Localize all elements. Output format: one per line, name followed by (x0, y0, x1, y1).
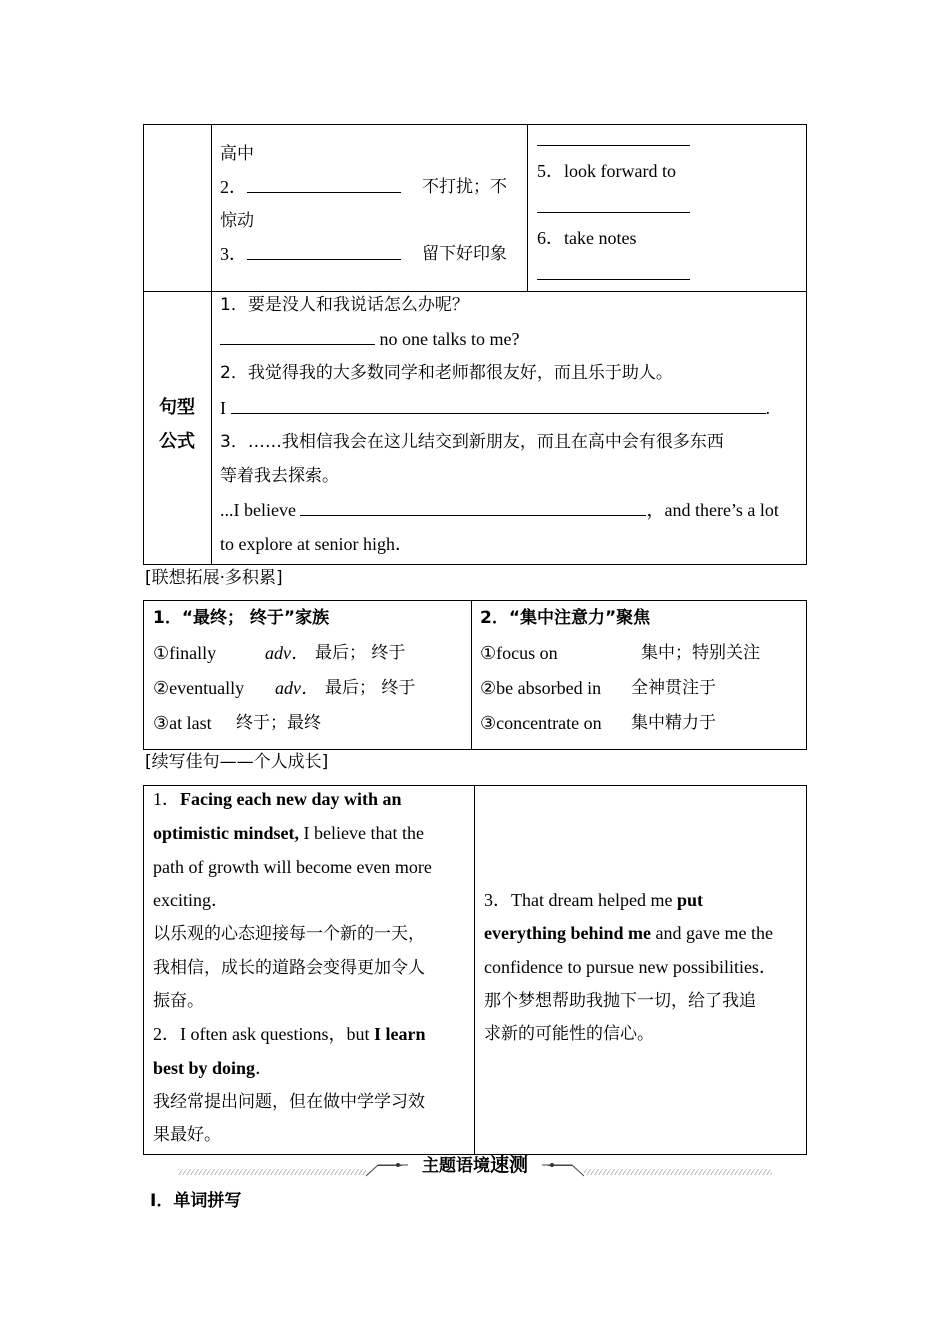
banner-title-bold: 速测 (489, 1154, 528, 1176)
association-right-title: 2．“集中注意力”聚焦 (480, 608, 651, 628)
sentence-1-en-text: no one talks to me? (379, 329, 520, 349)
continuation-item-2-line1: 2．I often ask questions，but I learn (153, 1024, 426, 1044)
sentence-2-en (220, 391, 770, 425)
association-left-r3-cn: 终于；最终 (236, 713, 321, 733)
sentence-1-blank (220, 343, 375, 345)
continuation-item-1-line2: optimistic mindset, I believe that the (153, 823, 424, 843)
vocab-item-3-meaning: 留下好印象 (422, 244, 507, 264)
continuation-item-1-cn-3: 振奋。 (153, 991, 204, 1011)
association-right-r2-cn: 全神贯注于 (631, 678, 716, 698)
association-left-r2-pos: adv． (275, 678, 319, 698)
vocab-item-2-num: 2． (220, 177, 247, 197)
sentence-3-cn-2: 等着我去探索。 (220, 466, 339, 486)
vocab-item-2-meaning-cont: 惊动 (220, 211, 254, 231)
vocab-blank-6 (537, 279, 690, 280)
banner-title-normal: 主题语境 (421, 1156, 490, 1176)
association-left-r2-cn: 最后； 终于 (325, 678, 416, 698)
association-right-r1-cn: 集中；特别关注 (641, 643, 760, 663)
continuation-item-3-cn-2: 求新的可能性的信心。 (484, 1024, 654, 1044)
sentence-3-en (220, 493, 779, 527)
vocab-blank-4 (537, 145, 690, 146)
vocab-item-3-num: 3． (220, 244, 247, 264)
sentence-2-en-end: . (765, 398, 770, 418)
vocab-item-2 (220, 170, 401, 204)
sentence-1-en (220, 322, 519, 356)
continuation-item-3-line3: confidence to pursue new possibilities． (484, 957, 777, 977)
vocab-left-line1: 高中 (220, 144, 254, 164)
continuation-table-divider (474, 785, 475, 1155)
vocab-item-3-blank (247, 258, 401, 260)
vocab-blank-5 (537, 212, 690, 213)
sentence-table-label (143, 391, 211, 459)
continuation-heading: [续写佳句——个人成长] (145, 752, 329, 772)
vocab-table-col-divider-1 (211, 124, 212, 292)
sentence-2-blank (231, 412, 766, 414)
association-left-r1-en: ①finally (153, 643, 217, 663)
continuation-item-1-cn-2: 我相信，成长的道路会变得更加令人 (153, 958, 425, 978)
association-right-r3-en: ③concentrate on (480, 713, 602, 733)
section-banner (178, 1152, 772, 1178)
sentence-table-col-divider (211, 291, 212, 565)
sentence-2-en-start: I (220, 398, 226, 418)
association-heading: [联想拓展·多积累] (145, 568, 283, 588)
association-table-divider (471, 600, 472, 750)
association-left-row-2 (153, 671, 244, 705)
association-left-r2-en: ②eventually (153, 678, 245, 698)
sentence-3-blank (300, 514, 646, 516)
association-left-r1-cn: 最后； 终于 (315, 643, 406, 663)
association-right-r1-en: ①focus on (480, 643, 558, 663)
vocab-item-2-meaning: 不打扰；不 (422, 177, 507, 197)
continuation-item-2-cn-2: 果最好。 (153, 1125, 221, 1145)
continuation-item-2-line2: best by doing． (153, 1058, 274, 1078)
sentence-3-en-end: ，and there’s a lot (646, 500, 779, 520)
association-left-r3-en: ③at last (153, 713, 212, 733)
continuation-item-3-cn-1: 那个梦想帮助我抛下一切，给了我追 (484, 991, 756, 1011)
sentence-table-label-line1: 句型 (159, 397, 195, 418)
vocab-item-5: 5．look forward to (537, 161, 676, 181)
continuation-item-3-line2: everything behind me and gave me the (484, 923, 773, 943)
association-left-row-3 (153, 706, 212, 740)
association-right-r2-en: ②be absorbed in (480, 678, 602, 698)
association-right-r3-cn: 集中精力于 (631, 713, 716, 733)
banner-title (414, 1152, 536, 1179)
continuation-item-1-line1: 1．Facing each new day with an (153, 789, 402, 809)
vocab-table-col-divider-2 (527, 124, 528, 292)
sentence-3-en-line2: to explore at senior high． (220, 534, 413, 554)
association-left-title: 1．“最终； 终于”家族 (153, 608, 330, 628)
vocab-item-2-blank (247, 191, 401, 193)
sentence-2-cn: 2．我觉得我的大多数同学和老师都很友好，而且乐于助人。 (220, 363, 673, 383)
vocab-item-3 (220, 237, 401, 271)
section-title: Ⅰ．单词拼写 (150, 1191, 242, 1211)
sentence-table-label-line2: 公式 (159, 431, 195, 452)
association-left-r1-pos: adv． (265, 643, 309, 663)
sentence-1-cn: 1．要是没人和我说话怎么办呢？ (220, 295, 469, 315)
sentence-3-cn-1: 3．……我相信我会在这儿结交到新朋友，而且在高中会有很多东西 (220, 432, 724, 452)
continuation-item-1-line3: path of growth will become even more (153, 857, 432, 877)
continuation-item-1-cn-1: 以乐观的心态迎接每一个新的一天， (153, 924, 425, 944)
association-left-row-1 (153, 636, 216, 670)
continuation-item-3-line1: 3．That dream helped me put (484, 890, 703, 910)
sentence-3-en-start: ...I believe (220, 500, 296, 520)
continuation-item-2-cn-1: 我经常提出问题，但在做中学学习效 (153, 1092, 425, 1112)
continuation-item-1-line4: exciting． (153, 890, 229, 910)
vocab-item-6: 6．take notes (537, 228, 637, 248)
